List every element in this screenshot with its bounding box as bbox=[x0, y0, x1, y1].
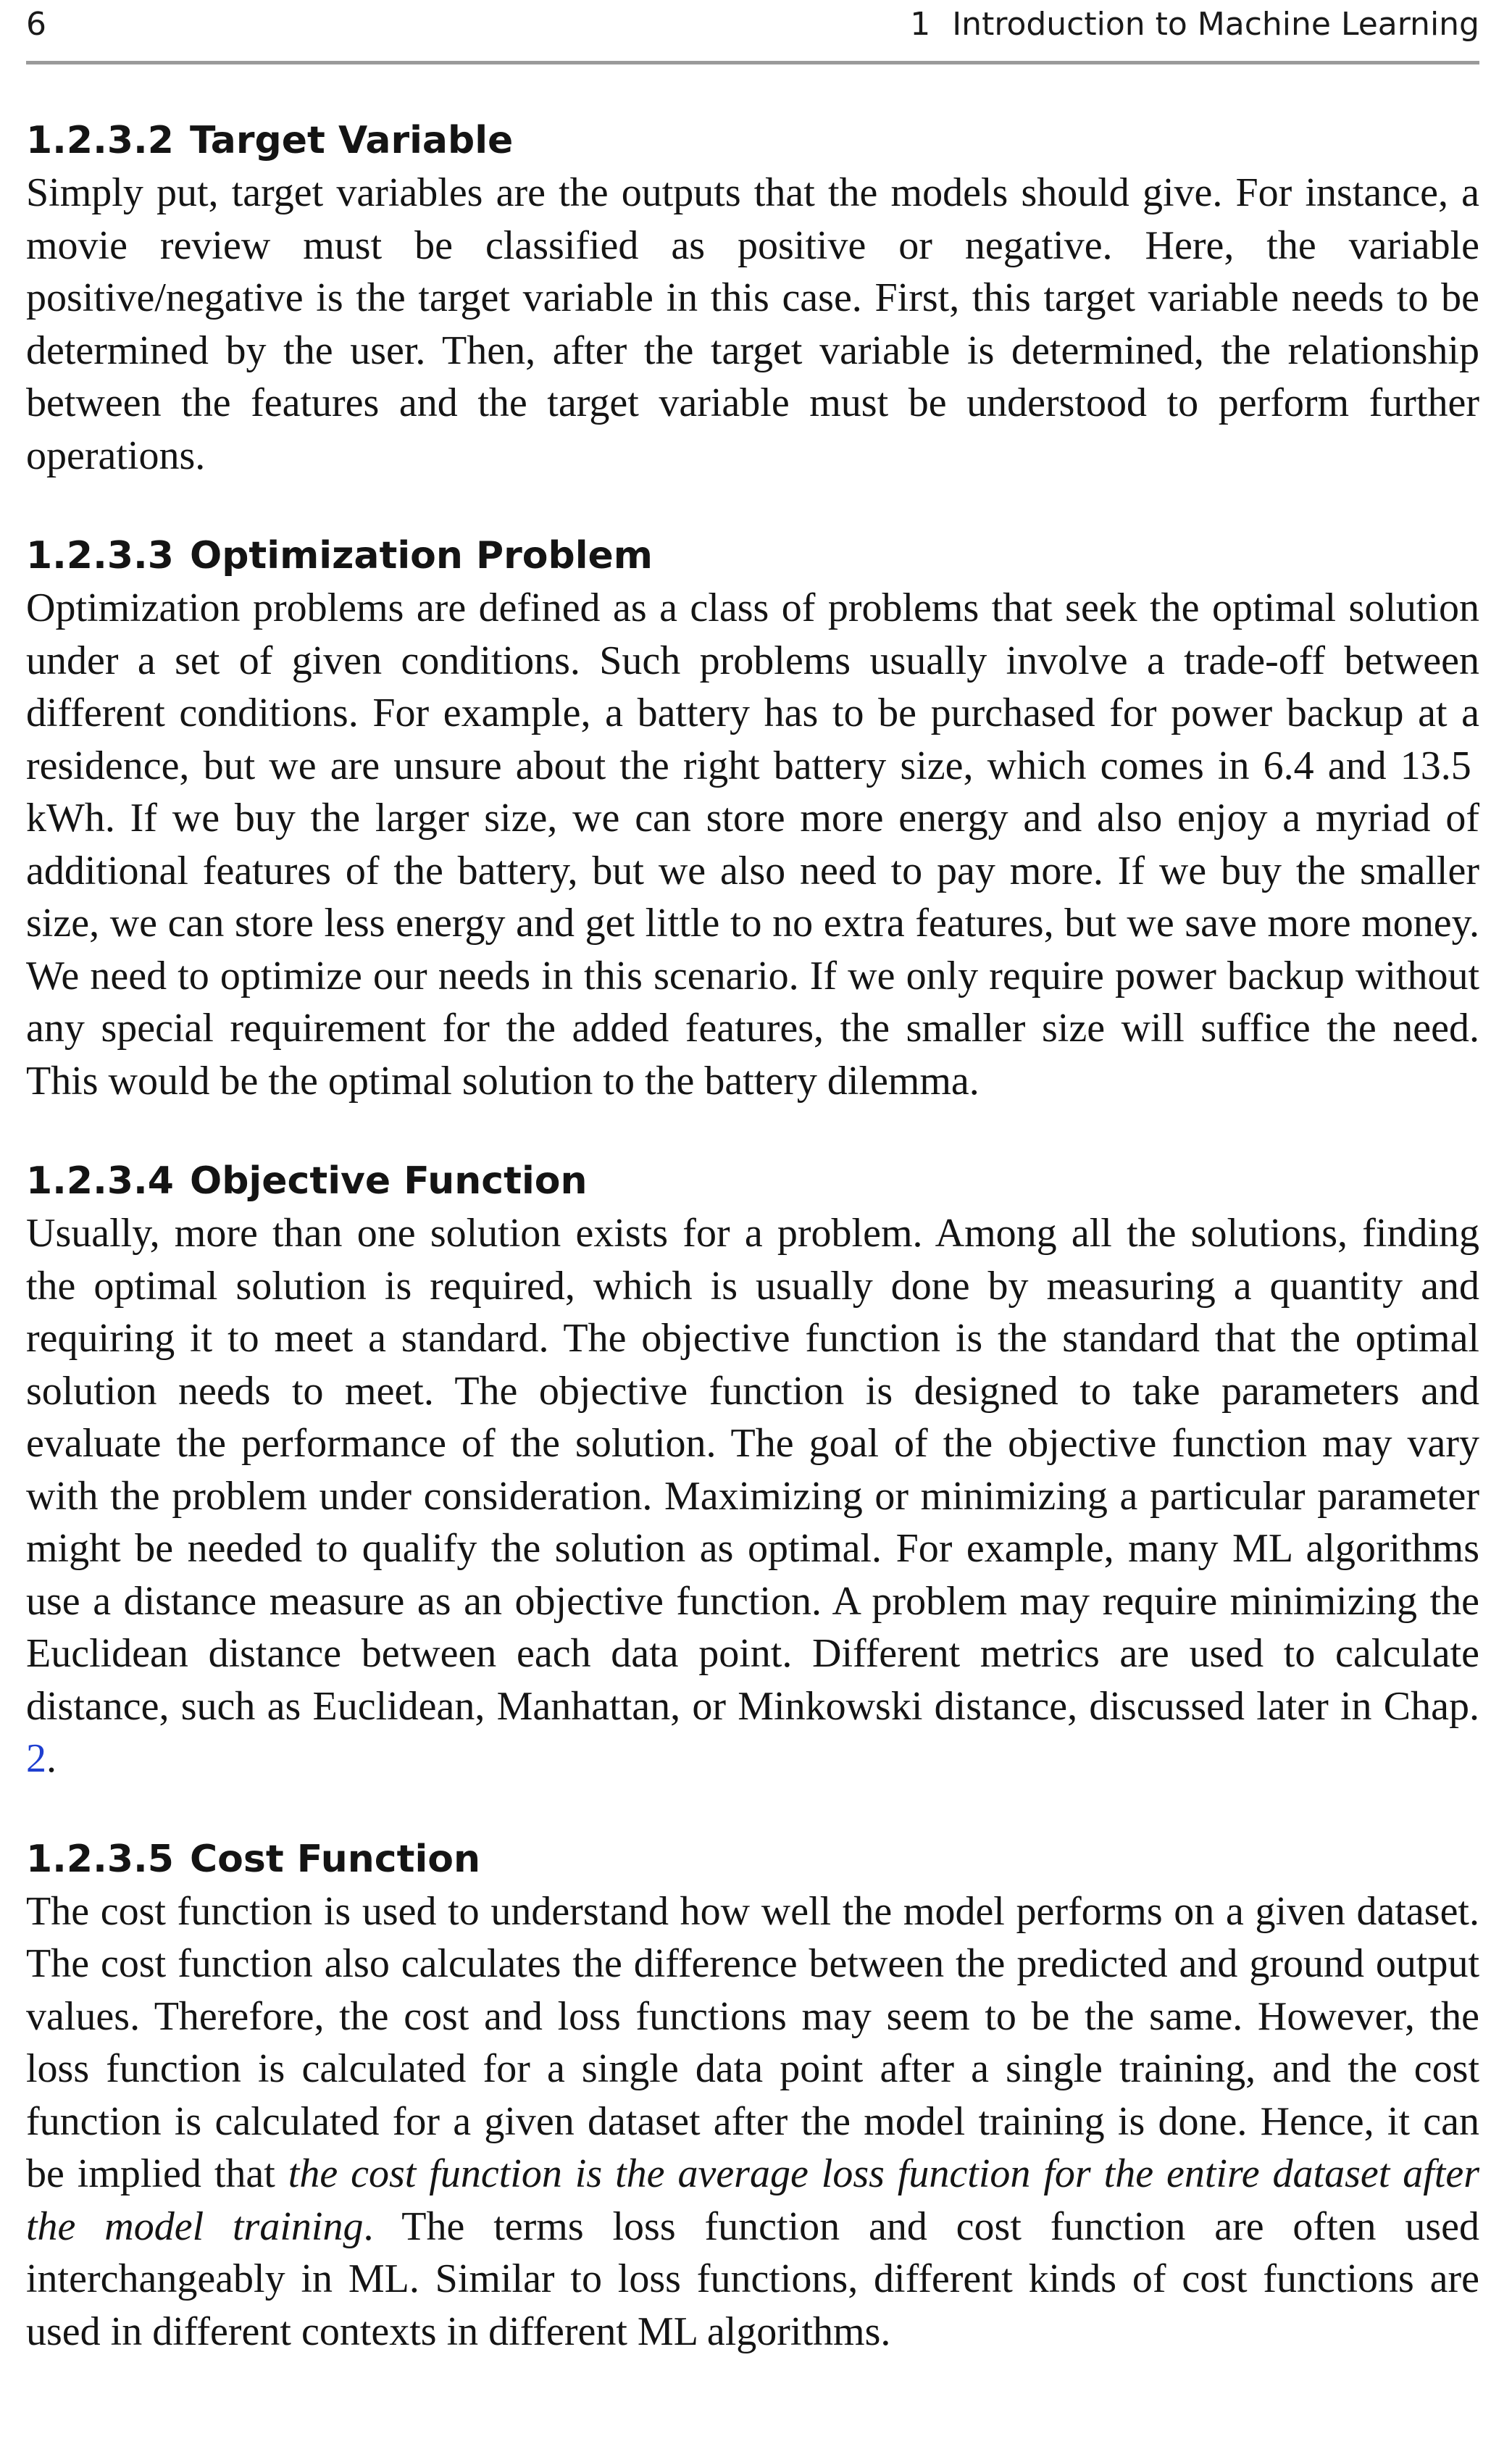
section-cost-function bbox=[26, 1833, 1479, 2359]
header-rule bbox=[26, 61, 1479, 64]
section-number: 1.2.3.4 bbox=[26, 1159, 174, 1203]
section-number: 1.2.3.5 bbox=[26, 1837, 174, 1881]
paragraph-text: The cost function is used to understand how well the model performs on a given dataset. The cost function also calculates the difference between the predicted and ground output values. Therefore, the cost and loss functions may seem to be the same. However, the loss function is calculated for a single data point after a single training, and the cost function is calculated for a given dataset after the model training is done. Hence, it can be implied that bbox=[26, 1888, 1479, 2196]
section-title: Optimization Problem bbox=[190, 534, 653, 577]
chapter-title: Introduction to Machine Learning bbox=[952, 6, 1479, 43]
section-target-variable bbox=[26, 114, 1479, 482]
section-paragraph bbox=[26, 1885, 1479, 2359]
page-content bbox=[26, 114, 1479, 2358]
section-number: 1.2.3.2 bbox=[26, 119, 174, 162]
paragraph-end: . The terms loss function and cost function are often used interchangeably in ML. Similar to loss functions, different kinds of cost functions are used in different contexts in different ML algorithms. bbox=[26, 2203, 1479, 2354]
section-heading bbox=[26, 114, 1479, 167]
section-heading bbox=[26, 1833, 1479, 1885]
section-title: Target Variable bbox=[190, 119, 514, 162]
chapter-link[interactable]: 2 bbox=[26, 1736, 46, 1781]
section-heading bbox=[26, 1155, 1479, 1207]
section-number: 1.2.3.3 bbox=[26, 534, 174, 577]
section-title: Objective Function bbox=[190, 1159, 588, 1203]
section-paragraph: Optimization problems are defined as a class of problems that seek the optimal solution under a set of given conditions. Such problems usually involve a trade-off between different conditions. For example, a battery has to be purchased for power backup at a residence, but we are unsure about the right battery size, which comes in 6.4 and 13.5 kWh. If we buy the larger size, we can store more energy and also enjoy a myriad of additional features of the battery, but we also need to pay more. If we buy the smaller size, we can store less energy and get little to no extra features, but we save more money. We need to optimize our needs in this scenario. If we only require power backup without any special requirement for the added features, the smaller size will suffice the need. This would be the optimal solution to the battery dilemma. bbox=[26, 585, 1479, 1104]
section-objective-function bbox=[26, 1155, 1479, 1785]
emphasized-definition: the cost function is the average loss function for the entire dataset after the model training bbox=[26, 2151, 1479, 2249]
section-paragraph bbox=[26, 1207, 1479, 1785]
section-heading bbox=[26, 530, 1479, 582]
book-page bbox=[26, 0, 1479, 2406]
section-optimization-problem bbox=[26, 530, 1479, 1107]
chapter-heading bbox=[910, 6, 1479, 43]
chapter-number: 1 bbox=[910, 6, 931, 43]
paragraph-text: Usually, more than one solution exists for a problem. Among all the solutions, finding the optimal solution is required, which is usually done by measuring a quantity and requiring it to meet a standard. The objective function is the standard that the optimal solution needs to meet. The objective function is designed to take parameters and evaluate the performance of the solution. The goal of the objective function may vary with the problem under consideration. Maximizing or minimizing a particular parameter might be needed to qualify the solution as optimal. For example, many ML algorithms use a distance measure as an objective function. A problem may require minimizing the Euclidean distance between each data point. Different metrics are used to calculate distance, such as Euclidean, Manhattan, or Minkowski distance, discussed later in Chap. bbox=[26, 1211, 1479, 1729]
running-header bbox=[26, 0, 1479, 62]
page-number: 6 bbox=[26, 6, 46, 43]
section-title: Cost Function bbox=[190, 1837, 481, 1881]
section-paragraph: Simply put, target variables are the outputs that the models should give. For instance, a movie review must be classified as positive or negative. Here, the variable positive/negative is the target variable in this case. First, this target variable needs to be determined by the user. Then, after the target variable is determined, the relationship between the features and the target variable must be understood to perform further operations. bbox=[26, 170, 1479, 478]
paragraph-end: . bbox=[46, 1736, 57, 1781]
